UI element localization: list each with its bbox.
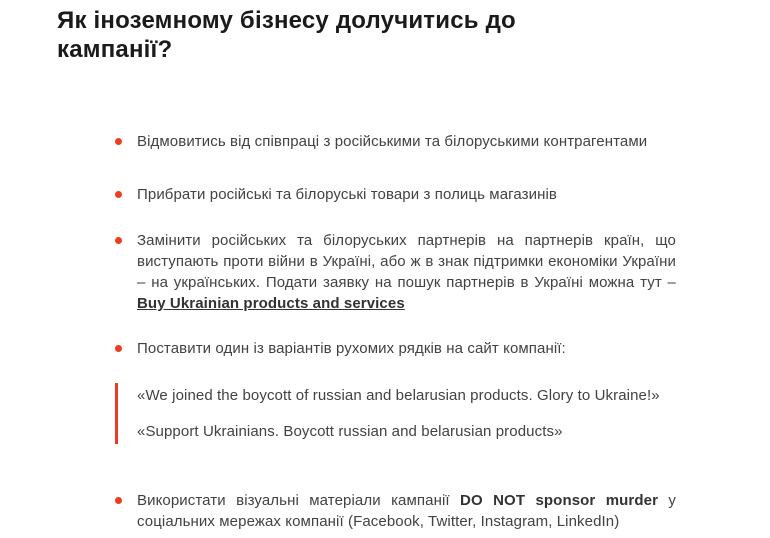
campaign-name-bold: DO NOT sponsor murder: [460, 492, 659, 509]
list-item: [115, 230, 676, 314]
list-item-text: [137, 230, 676, 314]
list-item: [115, 131, 676, 152]
quote-line: «We joined the boycott of russian and belarusian products. Glory to Ukraine!»: [137, 387, 660, 404]
list-item-text: Відмовитись від співпраці з російськими та білоруськими контрагентами: [137, 133, 648, 150]
list-item: [115, 490, 676, 532]
bullet-icon: [115, 237, 122, 244]
list-item-text-segment: Замінити російських та білоруських партнерів на партнерів країн, що виступають проти війни в Україні, або ж в знак підтримки економіки України – на українських. Подати заявку на пошук партнерів в Україні можна тут –: [137, 232, 676, 291]
buy-ukrainian-products-link[interactable]: Buy Ukrainian products and services: [137, 295, 405, 312]
list-item-text-segment: у соціальних мережах компанії (Facebook, Twitter, Instagram, LinkedIn): [137, 492, 676, 530]
bullet-icon: [115, 497, 122, 504]
list-item: [115, 184, 676, 205]
quote-line: «Support Ukrainians. Boycott russian and belarusian products»: [137, 423, 563, 440]
bullet-icon: [115, 345, 122, 352]
list-item: [115, 338, 676, 359]
list-item-text: [137, 490, 676, 532]
list-item-text: Поставити один із варіантів рухомих рядків на сайт компанії:: [137, 340, 566, 357]
bullet-icon: [115, 191, 122, 198]
bullet-list: [115, 131, 676, 532]
quote-block: [115, 383, 676, 444]
bullet-icon: [115, 138, 122, 145]
page-title: Як іноземному бізнесу долучитись до кампанії?: [57, 7, 516, 63]
list-item-text-segment: Використати візуальні матеріали кампанії: [137, 492, 461, 509]
list-item-text: Прибрати російські та білоруські товари з полиць магазинів: [137, 186, 557, 203]
